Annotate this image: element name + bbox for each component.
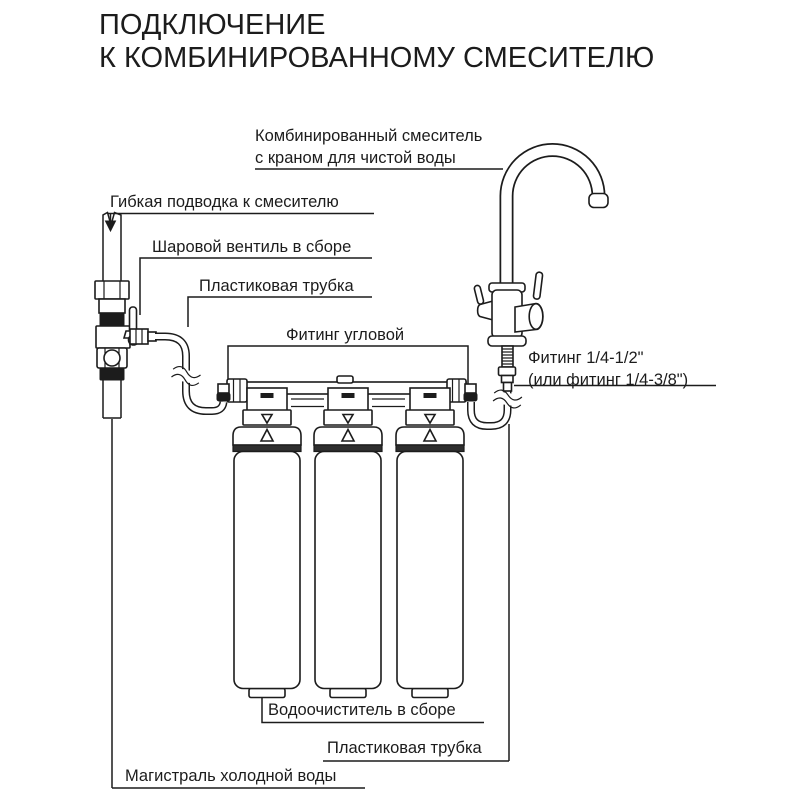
label-mixer-line1: Комбинированный смеситель [255, 127, 483, 145]
label-plastic-tube-top: Пластиковая трубка [199, 277, 354, 295]
label-mixer [255, 125, 482, 169]
label-plastic-tube-bottom: Пластиковая трубка [327, 739, 482, 757]
elbow-fitting-left [217, 384, 230, 401]
fitting-nut-lower [502, 376, 514, 383]
cold-water-pipe [103, 380, 121, 418]
valve-lower-band [100, 368, 124, 380]
label-ball-valve: Шаровой вентиль в сборе [152, 238, 352, 256]
valve-upper-nut [99, 299, 125, 313]
page-title [99, 9, 654, 75]
filter-manifold [217, 376, 477, 425]
label-fitting-line1: Фитинг 1/4-1/2" [528, 349, 644, 367]
cold-water-pipe-assembly [95, 213, 156, 419]
faucet-spout-outline [507, 150, 599, 292]
manifold-top-tab [337, 376, 353, 383]
filter-head-1 [243, 388, 291, 425]
page-title-line2: К КОМБИНИРОВАННОМУ СМЕСИТЕЛЮ [99, 42, 655, 74]
valve-outlet-stub [148, 332, 156, 341]
faucet-base-flange [488, 336, 526, 346]
label-mixer-line2: с краном для чистой воды [255, 149, 456, 167]
valve-union-ball [104, 350, 120, 366]
page-title-line1: ПОДКЛЮЧЕНИЕ [99, 9, 326, 41]
leader-plastic-tube-top [188, 297, 372, 327]
filter-cartridges [233, 427, 464, 698]
leader-flexible-hose [108, 214, 374, 223]
label-purifier: Водоочиститель в сборе [268, 701, 456, 719]
valve-upper-band [100, 313, 124, 326]
left-plastic-tube [155, 337, 224, 412]
fitting-nut [499, 367, 516, 376]
filter-cartridge-2 [314, 427, 382, 698]
elbow-fitting-right [464, 384, 477, 401]
label-fitting [528, 347, 688, 391]
label-cold-water-line: Магистраль холодной воды [125, 767, 337, 785]
right-plastic-tube [471, 389, 523, 426]
filter-head-2 [324, 388, 372, 425]
filter-cartridge-1 [233, 427, 301, 698]
label-fitting-line2: (или фитинг 1/4-3/8") [528, 371, 689, 389]
label-elbow-fitting: Фитинг угловой [286, 326, 405, 344]
valve-outlet-fitting [130, 329, 148, 344]
label-flexible-hose: Гибкая подводка к смесителю [110, 193, 339, 211]
filter-cartridge-3 [396, 427, 464, 698]
faucet-right-handle [533, 272, 543, 300]
fitting-stub [504, 383, 512, 392]
faucet-left-handle [474, 285, 484, 305]
faucet-spout-tip [589, 194, 608, 208]
valve-coupling-nut [95, 281, 129, 299]
filter-head-3 [406, 388, 454, 425]
flexible-hose-pipe [103, 213, 121, 282]
faucet-right-cone-cap [529, 304, 543, 330]
